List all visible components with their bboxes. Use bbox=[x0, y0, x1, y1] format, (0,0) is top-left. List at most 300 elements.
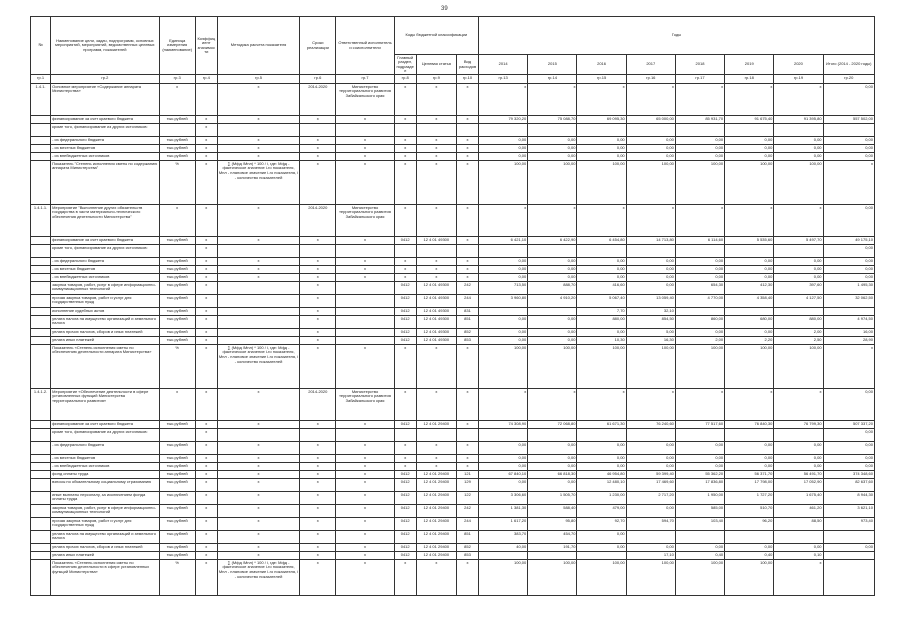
table-cell: 100,00 bbox=[675, 161, 724, 205]
table-cell: х bbox=[456, 153, 478, 161]
table-cell: 2014-2020 bbox=[300, 84, 336, 116]
table-cell: 0,00 bbox=[528, 137, 577, 145]
table-cell: 4 358,40 bbox=[725, 295, 774, 308]
table-cell: х bbox=[577, 205, 626, 237]
table-cell: х bbox=[336, 345, 394, 389]
table-cell: тыс.рублей bbox=[159, 471, 195, 479]
table-cell: х bbox=[195, 295, 217, 308]
table-cell: х bbox=[217, 479, 299, 492]
table-cell: - из внебюджетных источников bbox=[51, 153, 160, 161]
table-cell: тыс.рублей bbox=[159, 145, 195, 153]
table-cell: тыс.рублей bbox=[159, 505, 195, 518]
table-cell: 75 088,70 bbox=[528, 116, 577, 124]
table-cell: 100,00 bbox=[626, 161, 675, 205]
table-cell: 82 637,60 bbox=[823, 479, 874, 492]
table-cell: 6 114,60 bbox=[675, 237, 724, 245]
table-header bbox=[31, 17, 875, 84]
table-cell bbox=[31, 295, 51, 308]
table-cell bbox=[31, 492, 51, 505]
column-number: гр.3 bbox=[159, 75, 195, 84]
table-cell: 2 717,20 bbox=[626, 492, 675, 505]
table-cell: 12 4 01 29400 bbox=[416, 421, 456, 429]
table-cell bbox=[725, 124, 774, 137]
table-cell: х bbox=[416, 266, 456, 274]
table-cell: 0,00 bbox=[577, 266, 626, 274]
table-cell: 0,00 bbox=[577, 137, 626, 145]
table-cell: х bbox=[195, 479, 217, 492]
table-cell bbox=[336, 282, 394, 295]
table-cell bbox=[675, 308, 724, 316]
table-cell: х bbox=[195, 455, 217, 463]
table-row bbox=[31, 258, 875, 266]
table-cell: 880,00 bbox=[774, 316, 823, 329]
table-cell: х bbox=[217, 266, 299, 274]
table-cell: 0,00 bbox=[577, 258, 626, 266]
table-cell: 860,00 bbox=[675, 316, 724, 329]
table-cell: 0,00 bbox=[725, 463, 774, 471]
table-cell: Показатель «Степень исполнения сметы по обеспечению деятельности аппарата Министерства» bbox=[51, 345, 160, 389]
table-cell: 100,00 bbox=[725, 345, 774, 389]
table-cell bbox=[394, 124, 416, 137]
table-cell: 0,00 bbox=[823, 266, 874, 274]
table-cell: х bbox=[394, 137, 416, 145]
table-cell: 6 421,10 bbox=[479, 237, 528, 245]
table-cell: тыс.рублей bbox=[159, 258, 195, 266]
table-cell: тыс.рублей bbox=[159, 153, 195, 161]
table-cell bbox=[823, 124, 874, 137]
table-cell: 100,00 bbox=[479, 560, 528, 596]
table-cell: 122 bbox=[456, 492, 478, 505]
table-cell: х bbox=[394, 145, 416, 153]
table-cell: 654,30 bbox=[675, 282, 724, 295]
table-cell: Основное мероприятие «Содержание аппарата Министерства» bbox=[51, 84, 160, 116]
table-cell: 0,00 bbox=[577, 329, 626, 337]
table-cell: х bbox=[195, 389, 217, 421]
table-cell: тыс.рублей bbox=[159, 492, 195, 505]
table-cell bbox=[336, 295, 394, 308]
table-cell bbox=[217, 282, 299, 295]
table-cell: - из федерального бюджета bbox=[51, 258, 160, 266]
table-cell: тыс.рублей bbox=[159, 442, 195, 455]
table-cell bbox=[416, 245, 456, 258]
table-cell: х bbox=[336, 463, 394, 471]
table-cell: 1 950,00 bbox=[675, 492, 724, 505]
table-cell: 4 770,00 bbox=[675, 295, 724, 308]
table-row bbox=[31, 124, 875, 137]
table-cell: 1 381,30 bbox=[479, 505, 528, 518]
table-cell: закупка товаров, работ, услуг в сфере информационно-коммуникационных технологий bbox=[51, 282, 160, 295]
table-cell: 0,00 bbox=[479, 274, 528, 282]
table-cell: 0,00 bbox=[479, 463, 528, 471]
table-cell: х bbox=[195, 137, 217, 145]
table-cell: х bbox=[456, 137, 478, 145]
table-cell: х bbox=[217, 442, 299, 455]
table-cell: 0,00 bbox=[725, 153, 774, 161]
table-cell: финансирование за счет краевого бюджета bbox=[51, 116, 160, 124]
table-row bbox=[31, 153, 875, 161]
table-cell: 121 bbox=[456, 471, 478, 479]
table-cell: 77 517,60 bbox=[675, 421, 724, 429]
table-cell: 1 675,40 bbox=[774, 492, 823, 505]
column-number: гр.17 bbox=[675, 75, 724, 84]
table-cell: х bbox=[394, 84, 416, 116]
table-cell: 0,00 bbox=[528, 258, 577, 266]
table-cell: х bbox=[217, 455, 299, 463]
table-cell: х bbox=[336, 505, 394, 518]
table-cell bbox=[725, 308, 774, 316]
table-cell: 100,00 bbox=[725, 161, 774, 205]
table-cell: 0,00 bbox=[675, 329, 724, 337]
table-cell: 28,90 bbox=[823, 337, 874, 345]
table-cell: х bbox=[300, 266, 336, 274]
table-cell: Показатель «Степень исполнения сметы по обеспечению деятельности в сфере установленных функций Министерства» bbox=[51, 560, 160, 596]
header-year: 2019 bbox=[725, 55, 774, 75]
table-cell: 100,00 bbox=[675, 345, 724, 389]
table-cell: 12 4 01 49300 bbox=[416, 237, 456, 245]
table-cell: х bbox=[456, 421, 478, 429]
table-cell bbox=[725, 531, 774, 544]
table-cell bbox=[31, 308, 51, 316]
table-cell: - из внебюджетных источников bbox=[51, 463, 160, 471]
table-cell: уплата иных платежей bbox=[51, 337, 160, 345]
table-cell: х bbox=[300, 337, 336, 345]
table-cell: 0,00 bbox=[675, 137, 724, 145]
table-cell: х bbox=[336, 258, 394, 266]
table-cell: х bbox=[675, 389, 724, 421]
table-cell: х bbox=[300, 258, 336, 266]
table-cell: 12 4 01 29400 bbox=[416, 471, 456, 479]
table-cell: 49 175,10 bbox=[823, 237, 874, 245]
table-cell bbox=[456, 245, 478, 258]
header-unit: Единица измерения (наименование) bbox=[159, 17, 195, 75]
table-cell: х bbox=[300, 116, 336, 124]
table-cell bbox=[31, 329, 51, 337]
table-cell: 0,00 bbox=[725, 145, 774, 153]
table-cell: 0412 bbox=[394, 295, 416, 308]
column-number: гр.15 bbox=[577, 75, 626, 84]
table-cell: х bbox=[300, 505, 336, 518]
table-cell: 0,00 bbox=[774, 442, 823, 455]
table-cell: х bbox=[159, 389, 195, 421]
table-cell: тыс.рублей bbox=[159, 237, 195, 245]
column-number: гр.7 bbox=[336, 75, 394, 84]
table-cell bbox=[31, 137, 51, 145]
table-cell: х bbox=[416, 116, 456, 124]
table-cell: х bbox=[336, 560, 394, 596]
table-cell: 0,40 bbox=[725, 552, 774, 560]
table-cell: х bbox=[528, 84, 577, 116]
table-cell: х bbox=[456, 145, 478, 153]
table-cell: 0,00 bbox=[626, 442, 675, 455]
table-cell bbox=[577, 552, 626, 560]
table-cell bbox=[626, 531, 675, 544]
table-cell: ∑ (Мфд /Мпл) * 100 / i, где: Мфд - фактическое значение i-го показателя, Мпл - плановое значение i-го показателя, i - количество показателей bbox=[217, 161, 299, 205]
table-cell: 0,00 bbox=[577, 274, 626, 282]
table-cell: х bbox=[195, 552, 217, 560]
table-cell bbox=[774, 124, 823, 137]
table-cell bbox=[675, 124, 724, 137]
table-cell: х bbox=[300, 161, 336, 205]
table-row bbox=[31, 389, 875, 421]
table-cell: х bbox=[300, 463, 336, 471]
table-cell: 374 348,60 bbox=[823, 471, 874, 479]
table-cell: - из местных бюджетов bbox=[51, 145, 160, 153]
table-cell: - из федерального бюджета bbox=[51, 442, 160, 455]
table-cell: 100,00 bbox=[577, 161, 626, 205]
table-cell: х bbox=[416, 274, 456, 282]
column-number: гр.19 bbox=[774, 75, 823, 84]
table-cell: 1.4.1.2. bbox=[31, 389, 51, 421]
table-cell: х bbox=[217, 145, 299, 153]
table-cell: х bbox=[300, 145, 336, 153]
table-cell: - из федерального бюджета bbox=[51, 137, 160, 145]
table-cell: 76 840,30 bbox=[725, 421, 774, 429]
table-cell bbox=[31, 258, 51, 266]
table-row bbox=[31, 429, 875, 442]
table-cell: х bbox=[456, 274, 478, 282]
table-cell: 507 337,20 bbox=[823, 421, 874, 429]
header-year: 2016 bbox=[577, 55, 626, 75]
table-cell: 588,40 bbox=[528, 505, 577, 518]
table-cell: 0,00 bbox=[528, 463, 577, 471]
table-cell: х bbox=[195, 124, 217, 137]
table-cell: 0,00 bbox=[774, 463, 823, 471]
table-cell: 66 818,30 bbox=[528, 471, 577, 479]
table-cell: х bbox=[394, 266, 416, 274]
table-cell: х bbox=[195, 282, 217, 295]
table-cell: уплата налога на имущество организаций и земельного налога bbox=[51, 316, 160, 329]
table-cell: х bbox=[416, 258, 456, 266]
table-cell: 12 4 01 49300 bbox=[416, 316, 456, 329]
table-cell: 2,50 bbox=[774, 337, 823, 345]
table-cell: 6 422,90 bbox=[528, 237, 577, 245]
table-cell: 100,00 bbox=[774, 345, 823, 389]
table-cell: Министерство территориального развития Забайкальского края bbox=[336, 84, 394, 116]
table-cell: х bbox=[336, 552, 394, 560]
table-cell bbox=[675, 531, 724, 544]
table-cell: 851 bbox=[456, 316, 478, 329]
table-cell: 0412 bbox=[394, 544, 416, 552]
program-table bbox=[30, 16, 875, 596]
table-cell: 8 944,30 bbox=[823, 492, 874, 505]
table-cell: х bbox=[300, 237, 336, 245]
table-cell: 383,70 bbox=[479, 531, 528, 544]
table-cell: 2014-2020 bbox=[300, 205, 336, 237]
table-cell: 831 bbox=[456, 308, 478, 316]
table-cell: х bbox=[394, 116, 416, 124]
table-cell: 412,30 bbox=[725, 282, 774, 295]
table-cell: х bbox=[217, 471, 299, 479]
table-cell bbox=[31, 124, 51, 137]
table-row bbox=[31, 295, 875, 308]
table-cell: х bbox=[217, 531, 299, 544]
table-cell: 0412 bbox=[394, 337, 416, 345]
table-cell: х bbox=[300, 479, 336, 492]
table-cell: 0,00 bbox=[626, 258, 675, 266]
table-cell: 12 4 01 29400 bbox=[416, 479, 456, 492]
table-cell: 56 371,70 bbox=[725, 471, 774, 479]
header-name: Наименование цели, задач, подпрограмм, основных мероприятий, мероприятий, ведомственных целевых программ, показателей bbox=[51, 17, 160, 75]
table-cell bbox=[528, 124, 577, 137]
table-cell bbox=[336, 245, 394, 258]
table-cell: прочая закупка товаров, работ и услуг для государственных нужд bbox=[51, 295, 160, 308]
table-cell: 91 675,40 bbox=[725, 116, 774, 124]
column-number: гр.14 bbox=[528, 75, 577, 84]
table-cell: х bbox=[456, 237, 478, 245]
table-cell: 0,00 bbox=[774, 137, 823, 145]
table-cell: 2014-2020 bbox=[300, 389, 336, 421]
table-cell: х bbox=[394, 442, 416, 455]
table-cell: 61 671,30 bbox=[577, 421, 626, 429]
table-cell bbox=[626, 124, 675, 137]
table-cell: х bbox=[195, 258, 217, 266]
table-cell: тыс.рублей bbox=[159, 308, 195, 316]
table-cell: 416,60 bbox=[577, 282, 626, 295]
table-cell: 0,00 bbox=[823, 463, 874, 471]
table-cell: х bbox=[416, 560, 456, 596]
table-cell: х bbox=[416, 389, 456, 421]
table-cell: х bbox=[416, 455, 456, 463]
table-cell: х bbox=[725, 389, 774, 421]
table-cell bbox=[675, 245, 724, 258]
table-cell: 0,00 bbox=[479, 266, 528, 274]
table-cell: 594,70 bbox=[626, 518, 675, 531]
table-cell: уплата иных платежей bbox=[51, 552, 160, 560]
table-cell: х bbox=[300, 531, 336, 544]
table-cell: тыс.рублей bbox=[159, 116, 195, 124]
table-cell: х bbox=[217, 518, 299, 531]
table-cell: х bbox=[217, 274, 299, 282]
table-cell: 0412 bbox=[394, 308, 416, 316]
table-cell: 0,00 bbox=[577, 544, 626, 552]
table-cell: х bbox=[217, 421, 299, 429]
table-cell: 69 095,30 bbox=[577, 116, 626, 124]
table-cell: 0,00 bbox=[823, 245, 874, 258]
table-cell: х bbox=[195, 442, 217, 455]
table-cell: 454,70 bbox=[528, 531, 577, 544]
table-cell: 0,00 bbox=[479, 258, 528, 266]
table-body bbox=[31, 84, 875, 596]
table-cell bbox=[336, 316, 394, 329]
table-cell: % bbox=[159, 560, 195, 596]
header-budget-group: Коды бюджетной классификации bbox=[394, 17, 478, 55]
table-cell: х bbox=[416, 84, 456, 116]
table-cell: 2,00 bbox=[675, 337, 724, 345]
table-cell bbox=[416, 429, 456, 442]
table-cell bbox=[626, 245, 675, 258]
table-cell: х bbox=[774, 560, 823, 596]
table-cell: тыс.рублей bbox=[159, 329, 195, 337]
table-cell: 0,00 bbox=[528, 316, 577, 329]
table-cell: Мероприятие «Обеспечение деятельности в сфере установленных функций Министерства территориального развития» bbox=[51, 389, 160, 421]
header-year: 2014 bbox=[479, 55, 528, 75]
table-cell: 4 127,50 bbox=[774, 295, 823, 308]
table-cell: х bbox=[195, 329, 217, 337]
table-cell: 0,00 bbox=[528, 274, 577, 282]
table-cell: 851 bbox=[456, 531, 478, 544]
table-cell: х bbox=[195, 471, 217, 479]
table-cell: прочая закупка товаров, работ и услуг для государственных нужд bbox=[51, 518, 160, 531]
table-cell: х bbox=[195, 463, 217, 471]
table-cell: х bbox=[195, 145, 217, 153]
table-cell: 0,00 bbox=[725, 329, 774, 337]
table-cell: иные выплаты персоналу, за исключением фонда оплаты труда bbox=[51, 492, 160, 505]
table-cell: 129 bbox=[456, 479, 478, 492]
table-cell bbox=[577, 124, 626, 137]
table-cell bbox=[479, 245, 528, 258]
table-row bbox=[31, 471, 875, 479]
table-cell: 0,00 bbox=[577, 463, 626, 471]
table-cell: 0,00 bbox=[675, 544, 724, 552]
table-cell: х bbox=[300, 455, 336, 463]
table-cell: 191,70 bbox=[528, 544, 577, 552]
table-cell: 12 4 01 29400 bbox=[416, 518, 456, 531]
table-cell: 0,00 bbox=[675, 145, 724, 153]
table-cell: х bbox=[416, 442, 456, 455]
table-cell: 0412 bbox=[394, 492, 416, 505]
table-cell bbox=[217, 124, 299, 137]
table-cell: х bbox=[456, 116, 478, 124]
table-cell: 100,00 bbox=[528, 161, 577, 205]
column-number: гр.10 bbox=[456, 75, 478, 84]
table-cell: % bbox=[159, 345, 195, 389]
table-cell: х bbox=[195, 560, 217, 596]
table-cell bbox=[528, 552, 577, 560]
table-cell: 0,00 bbox=[626, 455, 675, 463]
table-cell bbox=[31, 237, 51, 245]
table-row bbox=[31, 479, 875, 492]
table-cell: х bbox=[195, 161, 217, 205]
table-cell: х bbox=[300, 308, 336, 316]
table-row bbox=[31, 329, 875, 337]
table-cell: 0,00 bbox=[626, 137, 675, 145]
table-cell: 0,00 bbox=[626, 544, 675, 552]
header-num: № bbox=[31, 17, 51, 75]
table-cell: 0,00 bbox=[675, 153, 724, 161]
table-cell: 1 505,70 bbox=[528, 492, 577, 505]
table-cell: 0,00 bbox=[823, 429, 874, 442]
table-cell bbox=[159, 429, 195, 442]
column-number: гр.1 bbox=[31, 75, 51, 84]
table-cell: 0,00 bbox=[479, 316, 528, 329]
table-cell: х bbox=[300, 295, 336, 308]
table-cell: х bbox=[300, 329, 336, 337]
table-cell: 56 491,70 bbox=[774, 471, 823, 479]
table-cell bbox=[31, 153, 51, 161]
header-coef: Коэффициент значимости bbox=[195, 17, 217, 75]
table-row bbox=[31, 205, 875, 237]
table-cell: 100,00 bbox=[626, 560, 675, 596]
table-cell: х bbox=[725, 205, 774, 237]
table-cell bbox=[394, 245, 416, 258]
table-cell: 3 960,80 bbox=[479, 295, 528, 308]
table-cell: 244 bbox=[456, 518, 478, 531]
table-cell: 32,10 bbox=[626, 308, 675, 316]
table-cell bbox=[394, 429, 416, 442]
table-cell: тыс.рублей bbox=[159, 274, 195, 282]
table-cell: 92,70 bbox=[577, 518, 626, 531]
table-cell: 0,00 bbox=[725, 544, 774, 552]
table-cell: х bbox=[195, 544, 217, 552]
table-cell bbox=[31, 345, 51, 389]
table-row bbox=[31, 308, 875, 316]
table-cell bbox=[300, 429, 336, 442]
header-period: Сроки реализации bbox=[300, 17, 336, 75]
header-resp: Ответственный исполнитель и соисполнители bbox=[336, 17, 394, 75]
table-cell: х bbox=[195, 531, 217, 544]
table-cell: 0412 bbox=[394, 531, 416, 544]
table-cell: х bbox=[300, 442, 336, 455]
